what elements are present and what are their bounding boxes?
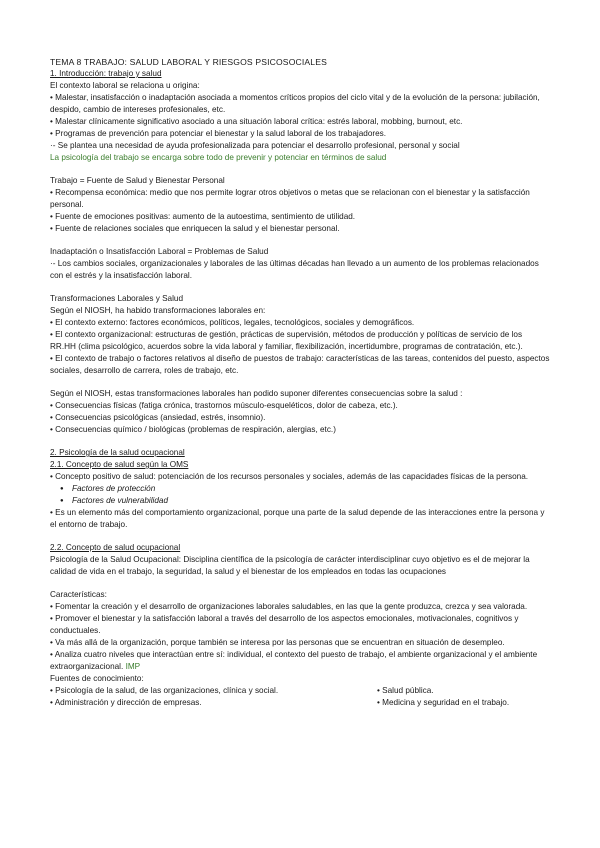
bullet-item: • Promover el bienestar y la satisfacción laboral a través del desarrollo de los aspectos emocionales, motivacionales, cognitivos y conductuales.: [50, 614, 519, 635]
bullet-item: • El contexto organizacional: estructuras de gestión, prácticas de supervisión, métodos de producción y políticas de servicio de los RR.HH (clima psicológico, acuerdos sobre la vida laboral y familiar, flexibilización, incertidumbre, programas de contratación, etc.).: [50, 330, 523, 351]
bullet-item: • Malestar, insatisfacción o inadaptación asociada a momentos críticos propios del ciclo vital y de la evolución de la persona: jubilación, despido, cambio de intereses profesionales, etc.: [50, 93, 540, 114]
section-2-2-heading: 2.2. Concepto de salud ocupacional: [50, 543, 181, 552]
bullet-item: • Recompensa económica: medio que nos permite lograr otros objetivos o metas que se relacionan con el bienestar y la satisfacción personal.: [50, 188, 530, 209]
bullet-item: • Malestar clínicamente significativo asociado a una situación laboral crítica: estrés laboral, mobbing, burnout, etc.: [50, 117, 463, 126]
paragraph: Psicología de la Salud Ocupacional: Disciplina científica de la psicología de carácter interdisciplinar cuyo objetivo es el de mejorar la calidad de vida en el trabajo, la seguridad, la salud y el bienestar de los empleados en todas las ocupaciones: [50, 555, 530, 576]
sub-bullet-item: ● Factores de protección: [50, 483, 550, 495]
paragraph: Según el NIOSH, estas transformaciones laborales han podido suponer diferentes consecuencias sobre la salud :: [50, 389, 463, 398]
section-2-1-heading: 2.1. Concepto de salud según la OMS: [50, 460, 189, 469]
sub-bullet-item: ● Factores de vulnerabilidad: [50, 495, 550, 507]
highlight-note: La psicología del trabajo se encarga sobre todo de prevenir y potenciar en términos de salud: [50, 153, 387, 162]
bullet-item: ·- Los cambios sociales, organizacionales y laborales de las últimas décadas han llevado a un aumento de los problemas relacionados con el estrés y la insatisfacción laboral.: [50, 259, 539, 280]
subheading: Trabajo = Fuente de Salud y Bienestar Personal: [50, 176, 225, 185]
subheading: Transformaciones Laborales y Salud: [50, 294, 184, 303]
document-title: TEMA 8 TRABAJO: SALUD LABORAL Y RIESGOS PSICOSOCIALES: [50, 57, 327, 67]
document-page: [50, 56, 550, 709]
sources-list: [50, 697, 550, 709]
bullet-item: • El contexto externo: factores económicos, políticos, legales, tecnológicos, sociales y demográficos.: [50, 318, 415, 327]
bullet-item: • Fuente de emociones positivas: aumento de la autoestima, sentimiento de utilidad.: [50, 212, 356, 221]
bullet-item: [50, 649, 550, 673]
bullet-item: • Es un elemento más del comportamiento organizacional, porque una parte de la salud depende de las interacciones entre la persona y el entorno de trabajo.: [50, 508, 545, 529]
bullet-item: • Fomentar la creación y el desarrollo de organizaciones laborales saludables, en las que la gente produzca, crezca y sea valorada.: [50, 602, 528, 611]
bullet-item: • Psicología de la salud, de las organizaciones, clínica y social.: [50, 686, 279, 695]
paragraph: El contexto laboral se relaciona u origina:: [50, 81, 200, 90]
bullet-item: • Fuente de relaciones sociales que enriquecen la salud y el bienestar personal.: [50, 224, 340, 233]
subheading: Fuentes de conocimiento:: [50, 674, 144, 683]
bullet-item: • Concepto positivo de salud: potenciación de los recursos personales y sociales, además de las capacidades físicas de la persona.: [50, 472, 529, 481]
bullet-item: • Va más allá de la organización, porque también se interesa por las personas que se encuentran en situación de desempleo.: [50, 638, 505, 647]
subheading: Características:: [50, 590, 107, 599]
bullet-item: • Medicina y seguridad en el trabajo.: [377, 698, 510, 707]
bullet-item: ·- Se plantea una necesidad de ayuda profesionalizada para potenciar el desarrollo profesional, personal y social: [50, 141, 460, 150]
subheading: Inadaptación o Insatisfacción Laboral = Problemas de Salud: [50, 247, 269, 256]
section-2-heading: 2. Psicología de la salud ocupacional: [50, 448, 185, 457]
bullet-item: • El contexto de trabajo o factores relativos al diseño de puestos de trabajo: características de las tareas, contenidos del puesto, aspectos sociales, desarrollo de carrera, roles de trabajo, etc.: [50, 354, 550, 375]
bullet-item: • Consecuencias químico / biológicas (problemas de respiración, alergias, etc.): [50, 425, 336, 434]
section-1-heading: 1. Introducción: trabajo y salud: [50, 69, 162, 78]
paragraph: Según el NIOSH, ha habido transformaciones laborales en:: [50, 306, 266, 315]
bullet-item: • Consecuencias físicas (fatiga crónica, trastornos músculo-esqueléticos, dolor de cabeza, etc.).: [50, 401, 398, 410]
imp-note: IMP: [125, 662, 141, 671]
bullet-item: • Administración y dirección de empresas.: [50, 698, 202, 707]
bullet-item: • Salud pública.: [377, 686, 434, 695]
bullet-text: • Analiza cuatro niveles que interactúan entre sí: individual, el contexto del puesto de trabajo, el ambiente organizacional y el ambiente extraorganizacional.: [50, 650, 538, 671]
bullet-item: • Programas de prevención para potenciar el bienestar y la salud laboral de los trabajadores.: [50, 129, 387, 138]
bullet-item: • Consecuencias psicológicas (ansiedad, estrés, insomnio).: [50, 413, 266, 422]
sources-list: [50, 685, 550, 697]
